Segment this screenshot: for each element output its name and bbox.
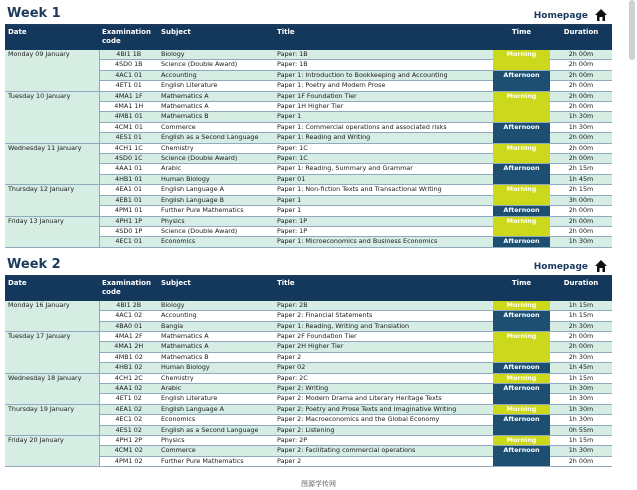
exam-date: Monday 16 January (5, 301, 99, 332)
exam-date: Monday 09 January (5, 50, 99, 91)
exam-code: 4BA0 01 (99, 321, 158, 331)
table-row (5, 216, 612, 226)
exam-code: 4EB1 01 (99, 195, 158, 205)
exam-subject: English Literature (158, 394, 274, 404)
exam-duration: 1h 30m (550, 383, 612, 393)
exam-date: Thursday 19 January (5, 404, 99, 435)
session-badge: Morning (493, 301, 550, 311)
exam-code: 4EC1 02 (99, 415, 158, 425)
exam-title: Paper: 1P (274, 226, 493, 236)
exam-subject: Biology (158, 50, 274, 60)
exam-duration: 2h 00m (550, 342, 612, 352)
col-date: Date (5, 26, 99, 50)
table-row (5, 331, 612, 341)
exam-code: 4BI1 1B (99, 50, 158, 60)
exam-title: Paper 2H Higher Tier (274, 342, 493, 352)
exam-code: 4PM1 01 (99, 206, 158, 216)
session-badge: Afternoon (493, 311, 550, 332)
table-header-row (5, 26, 612, 50)
exam-title: Paper 1 (274, 112, 493, 122)
exam-subject: Science (Double Award) (158, 226, 274, 236)
exam-code: 4MA1 1H (99, 102, 158, 112)
exam-duration: 2h 00m (550, 70, 612, 80)
exam-subject: Mathematics B (158, 352, 274, 362)
exam-title: Paper 2 (274, 456, 493, 466)
exam-subject: Biology (158, 301, 274, 311)
exam-subject: English Language A (158, 185, 274, 195)
exam-duration: 1h 45m (550, 363, 612, 373)
exam-title: Paper 2: Poetry and Prose Texts and Imaginative Writing (274, 404, 493, 414)
exam-subject: English Language A (158, 404, 274, 414)
exam-subject: Physics (158, 436, 274, 446)
col-subject: Subject (158, 277, 274, 301)
exam-code: 4EA1 01 (99, 185, 158, 195)
exam-title: Paper 1 (274, 195, 493, 205)
exam-subject: Economics (158, 237, 274, 247)
session-badge: Morning (493, 331, 550, 362)
exam-title: Paper 1: Introduction to Bookkeeping and Accounting (274, 70, 493, 80)
exam-title: Paper: 1C (274, 154, 493, 164)
session-badge: Afternoon (493, 363, 550, 373)
timetable-page (5, 0, 612, 467)
exam-subject: Human Biology (158, 174, 274, 184)
table-row (5, 404, 612, 414)
table-row (5, 50, 612, 60)
exam-title: Paper 1: Reading, Writing and Translation (274, 321, 493, 331)
session-badge: Afternoon (493, 237, 550, 247)
exam-date: Friday 13 January (5, 216, 99, 247)
exam-title: Paper 1: Non-fiction Texts and Transactional Writing (274, 185, 493, 195)
exam-duration: 1h 15m (550, 311, 612, 321)
exam-code: 4ES1 02 (99, 425, 158, 435)
scrollbar[interactable] (629, 0, 635, 60)
exam-duration: 2h 15m (550, 164, 612, 174)
homepage-link[interactable]: Homepage (533, 261, 588, 272)
exam-code: 4AC1 01 (99, 70, 158, 80)
exam-date: Tuesday 10 January (5, 91, 99, 143)
exam-duration: 1h 30m (550, 394, 612, 404)
exam-code: 4CM1 02 (99, 446, 158, 456)
exam-code: 4CH1 1C (99, 143, 158, 153)
exam-date: Wednesday 11 January (5, 143, 99, 185)
week-2-header (5, 251, 612, 277)
exam-code: 4AC1 02 (99, 311, 158, 321)
exam-subject: Mathematics A (158, 91, 274, 101)
exam-title: Paper 1H Higher Tier (274, 102, 493, 112)
session-badge: Morning (493, 216, 550, 237)
exam-duration: 1h 45m (550, 174, 612, 184)
session-badge: Afternoon (493, 206, 550, 216)
table-row (5, 185, 612, 195)
session-badge: Afternoon (493, 70, 550, 91)
exam-title: Paper: 1B (274, 60, 493, 70)
exam-subject: Chemistry (158, 143, 274, 153)
exam-date: Wednesday 18 January (5, 373, 99, 404)
exam-title: Paper 1: Reading and Writing (274, 133, 493, 143)
session-badge: Afternoon (493, 383, 550, 404)
exam-subject: Accounting (158, 70, 274, 80)
exam-duration: 1h 30m (550, 404, 612, 414)
exam-duration: 1h 15m (550, 301, 612, 311)
exam-duration: 1h 30m (550, 415, 612, 425)
exam-duration: 2h 00m (550, 102, 612, 112)
table-row (5, 301, 612, 311)
exam-code: 4CM1 01 (99, 122, 158, 132)
exam-title: Paper: 2C (274, 373, 493, 383)
exam-subject: Mathematics A (158, 342, 274, 352)
exam-code: 4MA1 2F (99, 331, 158, 341)
exam-subject: Commerce (158, 122, 274, 132)
homepage-link[interactable]: Homepage (533, 11, 588, 21)
exam-code: 4BI1 2B (99, 301, 158, 311)
exam-title: Paper 2 (274, 352, 493, 362)
exam-date: Thursday 12 January (5, 185, 99, 216)
week-body (5, 301, 612, 467)
home-icon[interactable] (594, 259, 608, 273)
exam-duration: 2h 00m (550, 206, 612, 216)
col-title: Title (274, 277, 493, 301)
exam-title: Paper 2: Facilitating commercial operations (274, 446, 493, 456)
exam-subject: Bangla (158, 321, 274, 331)
exam-date: Tuesday 17 January (5, 331, 99, 373)
table-row (5, 373, 612, 383)
footer-watermark: 图源学传网 (301, 480, 336, 488)
exam-code: 4ET1 02 (99, 394, 158, 404)
exam-title: Paper 1: Reading, Summary and Grammar (274, 164, 493, 174)
exam-subject: Arabic (158, 164, 274, 174)
exam-code: 4MB1 01 (99, 112, 158, 122)
exam-subject: Commerce (158, 446, 274, 456)
session-badge: Afternoon (493, 164, 550, 185)
exam-code: 4EA1 02 (99, 404, 158, 414)
exam-code: 4MA1 1F (99, 91, 158, 101)
exam-subject: Physics (158, 216, 274, 226)
exam-title: Paper 2: Writing (274, 383, 493, 393)
col-title: Title (274, 26, 493, 50)
col-duration: Duration (550, 26, 612, 50)
exam-duration: 3h 00m (550, 195, 612, 205)
session-badge: Afternoon (493, 415, 550, 436)
exam-title: Paper 2: Listening (274, 425, 493, 435)
exam-title: Paper 2: Modern Drama and Literary Heritage Texts (274, 394, 493, 404)
exam-title: Paper 1F Foundation Tier (274, 91, 493, 101)
table-row (5, 143, 612, 153)
exam-code: 4CH1 2C (99, 373, 158, 383)
session-badge: Afternoon (493, 446, 550, 467)
exam-duration: 2h 15m (550, 185, 612, 195)
exam-duration: 2h 00m (550, 456, 612, 466)
exam-title: Paper: 1B (274, 50, 493, 60)
exam-title: Paper 2: Macroeconomics and the Global Economy (274, 415, 493, 425)
week-title: Week 2 (7, 256, 61, 272)
week-2-table (5, 277, 612, 468)
exam-subject: Science (Double Award) (158, 60, 274, 70)
col-duration: Duration (550, 277, 612, 301)
exam-duration: 2h 00m (550, 226, 612, 236)
exam-title: Paper: 2B (274, 301, 493, 311)
week-body (5, 50, 612, 247)
week-1-table (5, 26, 612, 248)
exam-duration: 2h 00m (550, 60, 612, 70)
exam-title: Paper 1 (274, 206, 493, 216)
exam-duration: 2h 00m (550, 331, 612, 341)
exam-subject: English Literature (158, 81, 274, 91)
col-time: Time (493, 277, 550, 301)
exam-title: Paper: 2P (274, 436, 493, 446)
exam-subject: Mathematics A (158, 102, 274, 112)
exam-subject: Chemistry (158, 373, 274, 383)
col-subject: Subject (158, 26, 274, 50)
session-badge: Morning (493, 91, 550, 122)
exam-duration: 1h 30m (550, 237, 612, 247)
exam-title: Paper 02 (274, 363, 493, 373)
exam-subject: English Language B (158, 195, 274, 205)
exam-title: Paper 2F Foundation Tier (274, 331, 493, 341)
exam-code: 4MA1 2H (99, 342, 158, 352)
exam-title: Paper 01 (274, 174, 493, 184)
exam-duration: 1h 30m (550, 446, 612, 456)
table-header-row (5, 277, 612, 301)
exam-code: 4ET1 01 (99, 81, 158, 91)
exam-duration: 2h 00m (550, 143, 612, 153)
session-badge: Morning (493, 185, 550, 206)
exam-code: 4AA1 01 (99, 164, 158, 174)
exam-title: Paper: 1C (274, 143, 493, 153)
exam-duration: 2h 00m (550, 133, 612, 143)
exam-code: 4PH1 1P (99, 216, 158, 226)
exam-subject: Economics (158, 415, 274, 425)
home-icon[interactable] (594, 8, 608, 22)
exam-code: 4HB1 01 (99, 174, 158, 184)
exam-duration: 1h 30m (550, 122, 612, 132)
session-badge: Morning (493, 404, 550, 414)
table-row (5, 91, 612, 101)
exam-code: 4SD0 1P (99, 226, 158, 236)
exam-title: Paper 1: Poetry and Modern Prose (274, 81, 493, 91)
week-title: Week 1 (7, 6, 61, 21)
col-code: Examination code (99, 26, 158, 50)
session-badge: Afternoon (493, 122, 550, 143)
exam-subject: English as a Second Language (158, 133, 274, 143)
exam-duration: 1h 15m (550, 436, 612, 446)
exam-date: Friday 20 January (5, 436, 99, 467)
col-date: Date (5, 277, 99, 301)
exam-subject: Accounting (158, 311, 274, 321)
exam-duration: 2h 30m (550, 352, 612, 362)
exam-duration: 1h 15m (550, 373, 612, 383)
exam-code: 4SD0 1C (99, 154, 158, 164)
exam-title: Paper: 1P (274, 216, 493, 226)
exam-code: 4ES1 01 (99, 133, 158, 143)
exam-code: 4SD0 1B (99, 60, 158, 70)
exam-duration: 2h 00m (550, 81, 612, 91)
exam-subject: Mathematics B (158, 112, 274, 122)
col-time: Time (493, 26, 550, 50)
exam-code: 4AA1 02 (99, 383, 158, 393)
session-badge: Morning (493, 50, 550, 70)
session-badge: Morning (493, 143, 550, 164)
exam-code: 4MB1 02 (99, 352, 158, 362)
exam-subject: Human Biology (158, 363, 274, 373)
exam-code: 4PH1 2P (99, 436, 158, 446)
session-badge: Morning (493, 373, 550, 383)
exam-code: 4EC1 01 (99, 237, 158, 247)
table-row (5, 436, 612, 446)
exam-duration: 2h 30m (550, 321, 612, 331)
exam-subject: Mathematics A (158, 331, 274, 341)
exam-subject: Arabic (158, 383, 274, 393)
exam-duration: 2h 00m (550, 50, 612, 60)
session-badge: Morning (493, 436, 550, 446)
exam-title: Paper 2: Financial Statements (274, 311, 493, 321)
exam-duration: 0h 55m (550, 425, 612, 435)
exam-title: Paper 1: Commercial operations and associated risks (274, 122, 493, 132)
col-code: Examination code (99, 277, 158, 301)
exam-duration: 2h 00m (550, 154, 612, 164)
exam-subject: English as a Second Language (158, 425, 274, 435)
week-1-header (5, 0, 612, 26)
exam-subject: Science (Double Award) (158, 154, 274, 164)
exam-duration: 2h 00m (550, 216, 612, 226)
exam-subject: Further Pure Mathematics (158, 456, 274, 466)
exam-duration: 1h 30m (550, 112, 612, 122)
exam-code: 4PM1 02 (99, 456, 158, 466)
exam-title: Paper 1: Microeconomics and Business Economics (274, 237, 493, 247)
exam-subject: Further Pure Mathematics (158, 206, 274, 216)
exam-duration: 2h 00m (550, 91, 612, 101)
exam-code: 4HB1 02 (99, 363, 158, 373)
